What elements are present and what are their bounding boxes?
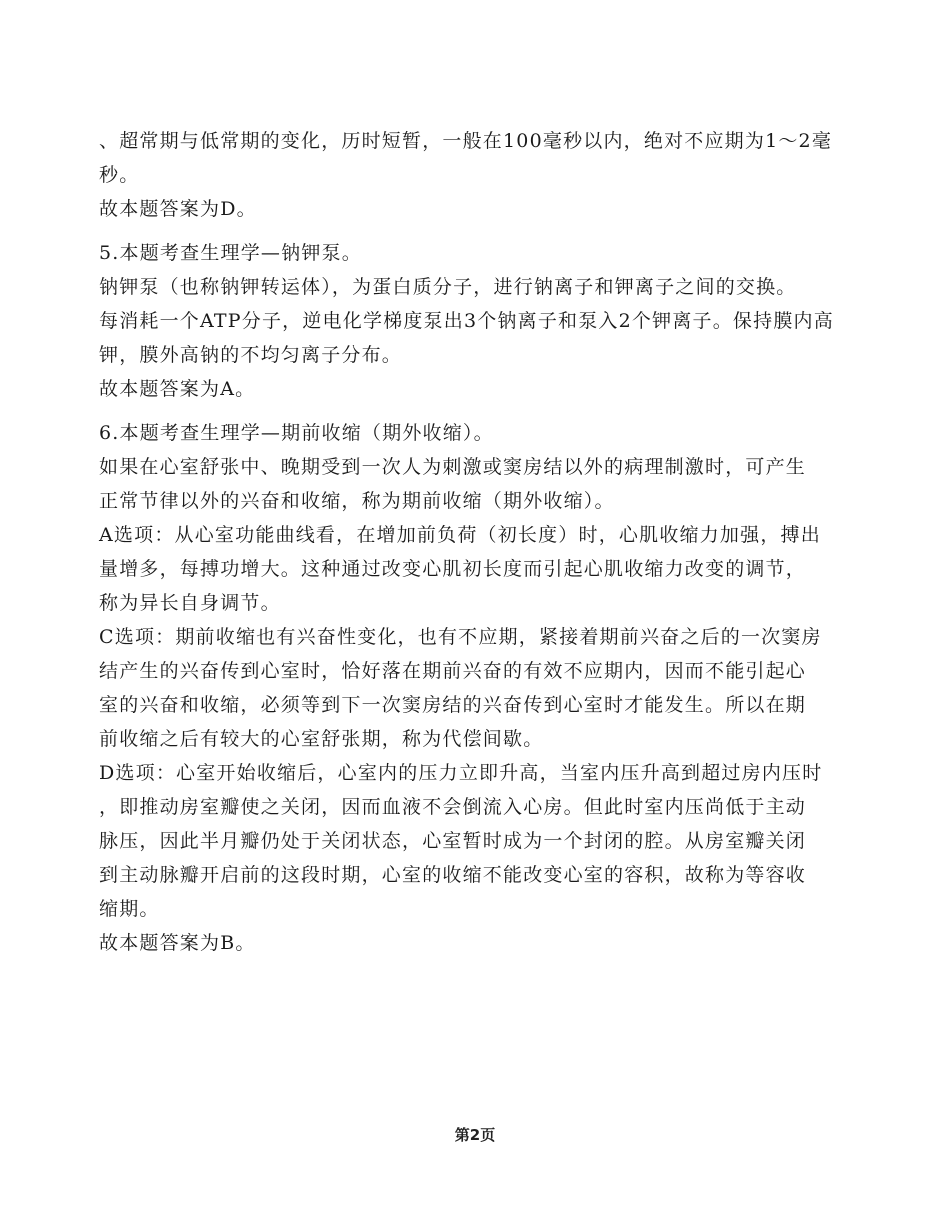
option-c-line: 前收缩之后有较大的心室舒张期，称为代偿间歇。 [99,728,544,750]
text-line: 如果在心室舒张中、晚期受到一次人为刺激或窦房结以外的病理制激时，可产生 [99,456,807,478]
option-a-line: 量增多，每搏功增大。这种通过改变心肌初长度而引起心肌收缩力改变的调节， [99,558,807,580]
text-line: 正常节律以外的兴奋和收缩，称为期前收缩（期外收缩）。 [99,490,615,512]
text-line: 、超常期与低常期的变化，历时短暂，一般在100毫秒以内，绝对不应期为1～2毫 [99,130,833,152]
answer-line: 故本题答案为A。 [99,378,256,400]
page-number: 第2页 [454,1126,496,1144]
option-d-line: D选项：心室开始收缩后，心室内的压力立即升高，当室内压升高到超过房内压时 [99,762,823,784]
answer-line: 故本题答案为D。 [99,198,257,220]
text-line: 秒。 [99,164,140,186]
option-c-line: C选项：期前收缩也有兴奋性变化，也有不应期，紧接着期前兴奋之后的一次窦房 [99,626,822,648]
option-c-line: 室的兴奋和收缩，必须等到下一次窦房结的兴奋传到心室时才能发生。所以在期 [99,694,807,716]
answer-line: 故本题答案为B。 [99,932,256,954]
text-line: 每消耗一个ATP分子，逆电化学梯度泵出3个钠离子和泵入2个钾离子。保持膜内高 [99,310,834,332]
text-line: 钠钾泵（也称钠钾转运体），为蛋白质分子，进行钠离子和钾离子之间的交换。 [99,276,797,298]
question-heading: 5.本题考查生理学—钠钾泵。 [99,242,362,264]
question-heading: 6.本题考查生理学—期前收缩（期外收缩）。 [99,422,494,444]
option-c-line: 结产生的兴奋传到心室时，恰好落在期前兴奋的有效不应期内，因而不能引起心 [99,660,807,682]
option-d-line: 到主动脉瓣开启前的这段时期，心室的收缩不能改变心室的容积，故称为等容收 [99,864,807,886]
option-d-line: 缩期。 [99,898,160,920]
option-d-line: ，即推动房室瓣使之关闭，因而血液不会倒流入心房。但此时室内压尚低于主动 [99,796,807,818]
document-body [99,124,869,960]
option-a-line: 称为异长自身调节。 [99,592,281,614]
text-line: 钾，膜外高钠的不均匀离子分布。 [99,344,403,366]
option-a-line: A选项：从心室功能曲线看，在增加前负荷（初长度）时，心肌收缩力加强，搏出 [99,524,821,546]
option-d-line: 脉压，因此半月瓣仍处于关闭状态，心室暂时成为一个封闭的腔。从房室瓣关闭 [99,830,807,852]
